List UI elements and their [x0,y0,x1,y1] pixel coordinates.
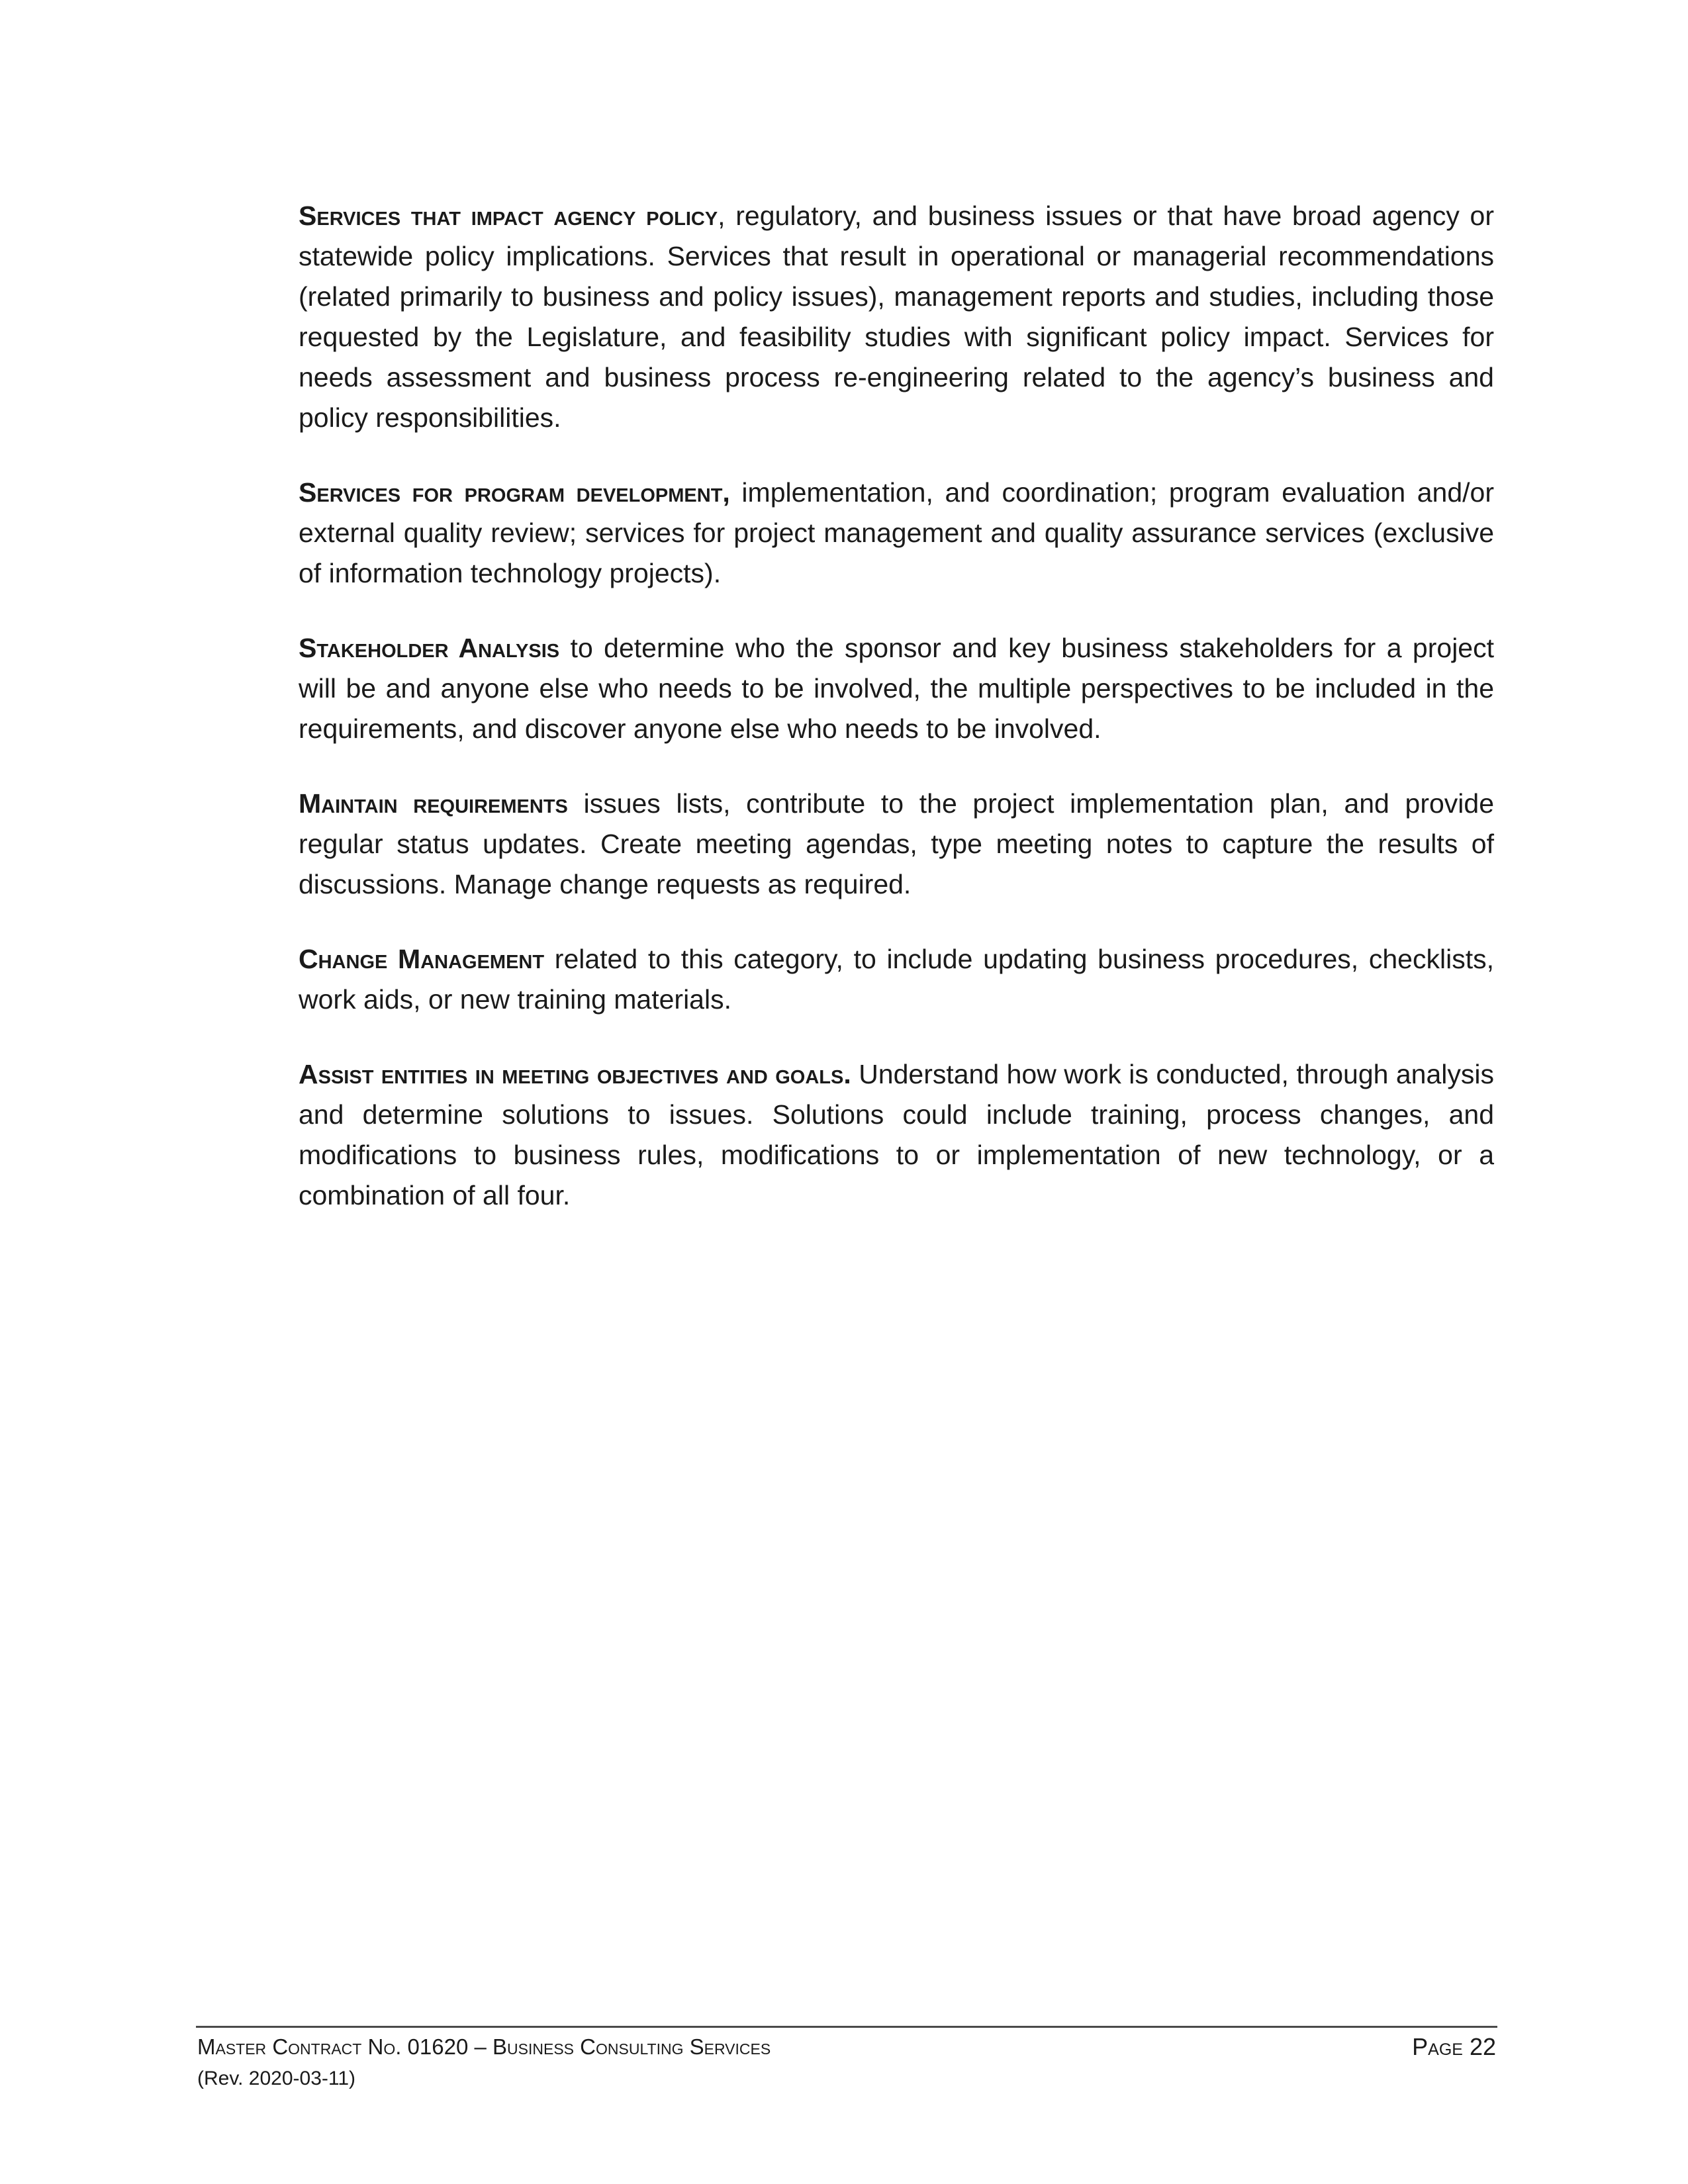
footer-title: Master Contract No. 01620 – Business Consulting Services [197,2034,771,2059]
revision-date: (Rev. 2020-03-11) [197,2068,356,2089]
document-body [299,196,1494,1250]
paragraph-lead: Assist entities in meeting objectives and goals. [299,1059,851,1089]
paragraph-text: issues lists, contribute to the project implementation plan, and provide regular status updates. Create meeting agendas, type meeting notes to capture the results of discussions. Manage change requests as required. [299,788,1494,899]
paragraph-lead: Stakeholder Analysis [299,633,560,663]
page-number: Page 22 [1412,2033,1496,2060]
paragraph-change-management [299,939,1494,1020]
paragraph-text: implementation, and coordination; program evaluation and/or external quality review; services for project management and quality assurance services (exclusive of information technology projects). [299,477,1494,588]
paragraph-text: related to this category, to include updating business procedures, checklists, work aids, or new training materials. [299,944,1494,1015]
paragraph-lead: Change Management [299,944,545,974]
footer-divider [196,2026,1497,2028]
paragraph-stakeholder-analysis [299,628,1494,749]
paragraph-assist-entities [299,1054,1494,1216]
paragraph-text: to determine who the sponsor and key business stakeholders for a project will be and anyone else who needs to be involved, the multiple perspectives to be included in the requirements, and discover anyone else who needs to be involved. [299,633,1494,744]
paragraph-program-development [299,473,1494,594]
paragraph-lead: Maintain requirements [299,788,568,819]
paragraph-maintain-requirements [299,784,1494,905]
paragraph-agency-policy [299,196,1494,438]
paragraph-text: Understand how work is conducted, through analysis and determine solutions to issues. Solutions could include training, process changes, and modifications to business rules, modifications to or implementation of new technology, or a combination of all four. [299,1059,1494,1210]
paragraph-text: , regulatory, and business issues or that have broad agency or statewide policy implications. Services that result in operational or managerial recommendations (related primarily to business and policy issues), management reports and studies, including those requested by the Legislature, and feasibility studies with significant policy impact. Services for needs assessment and business process re-engineering related to the agency’s business and policy responsibilities. [299,201,1494,433]
paragraph-lead: Services for program development, [299,477,730,508]
paragraph-lead: Services that impact agency policy [299,201,718,231]
